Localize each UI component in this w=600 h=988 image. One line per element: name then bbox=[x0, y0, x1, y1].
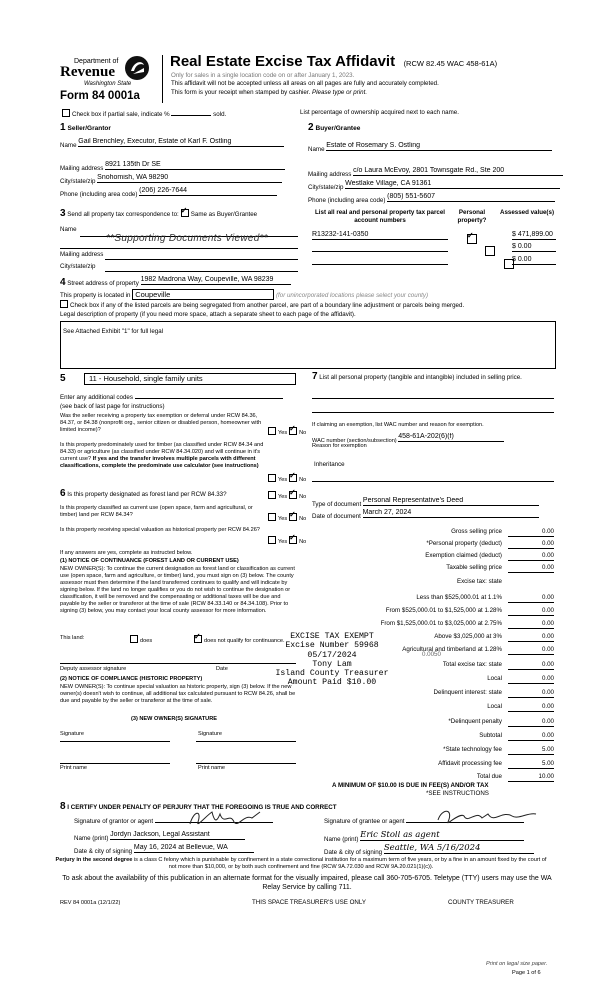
buyer-name-field[interactable]: Estate of Rosemary S. Ostling bbox=[326, 142, 552, 151]
reason-value[interactable]: Inheritance bbox=[314, 461, 345, 468]
grantee-sig-row: Signature of grantee or agent bbox=[324, 818, 524, 826]
section3-city-line bbox=[105, 271, 298, 272]
section5-q1-answer: Yes✓ No bbox=[266, 427, 306, 437]
land-use-select[interactable]: 11 - Household, single family units bbox=[84, 373, 296, 385]
seller-heading: 1 Seller/Grantor bbox=[60, 122, 111, 133]
additional-codes-label: Enter any additional codes bbox=[60, 394, 283, 402]
owner-sig-label-1: Signature bbox=[60, 731, 84, 737]
section8-heading: 8 I CERTIFY UNDER PENALTY OF PERJURY THAT THE FOREGOING IS TRUE AND CORRECT bbox=[60, 801, 337, 812]
calc-row bbox=[312, 773, 554, 782]
parcel-col3-header: Assessed value(s) bbox=[500, 209, 554, 216]
reason-label: Reason for exemption bbox=[312, 443, 367, 449]
calc-row-label: Delinquent interest: state bbox=[433, 689, 502, 696]
docdate-row: Date of document March 27, 2024 bbox=[312, 509, 539, 521]
calc-row bbox=[312, 689, 554, 698]
wac-field[interactable]: 458-61A-202(6)(f) bbox=[398, 433, 504, 442]
seller-mail-row: Mailing address 8921 135th Dr SE bbox=[60, 161, 285, 173]
calc-row-label: Total due bbox=[476, 773, 502, 780]
buyer-heading: 2 Buyer/Grantee bbox=[308, 122, 361, 133]
parcel-row-2[interactable] bbox=[312, 243, 448, 252]
calc-row-amount[interactable]: 0.00 bbox=[508, 528, 554, 537]
stamp-line-1: EXCISE TAX EXEMPT bbox=[290, 632, 374, 641]
q2-no-checkbox[interactable] bbox=[289, 474, 297, 482]
parcel-row-3-value[interactable]: $ 0.00 bbox=[512, 256, 556, 265]
stamp-line-3: 05/17/2024 bbox=[307, 650, 357, 660]
dept-brand: Revenue bbox=[60, 64, 115, 80]
calc-row bbox=[312, 540, 554, 549]
section3-heading: 3 Send all property tax correspondence to:✓ Same as Buyer/Grantee bbox=[60, 209, 257, 219]
calc-row-label: Exemption claimed (deduct) bbox=[425, 552, 502, 559]
calc-row-label: Gross selling price bbox=[451, 528, 502, 535]
does-not-checkbox[interactable] bbox=[194, 635, 202, 643]
grantee-signature bbox=[432, 806, 542, 828]
legal-desc-box[interactable] bbox=[60, 321, 556, 369]
calc-row-amount[interactable]: 0.00 bbox=[508, 703, 554, 712]
section7-line-2 bbox=[312, 412, 554, 413]
buyer-name-row: Name Estate of Rosemary S. Ostling bbox=[308, 142, 552, 154]
section3-mail-row: Mailing address bbox=[60, 251, 104, 258]
parcel-row-2-value[interactable]: $ 0.00 bbox=[512, 243, 556, 252]
does-checkbox[interactable] bbox=[130, 635, 138, 643]
this-land-row: This land: does ✓ does not qualify for continuance. bbox=[60, 635, 296, 642]
section6-q3: Is this property receiving special valuation as historical property per RCW 84.26? bbox=[60, 527, 260, 533]
calc-row-label: Total excise tax: state bbox=[442, 661, 502, 668]
calc-row bbox=[312, 552, 554, 561]
parcel-row-1-personal-checkbox[interactable] bbox=[467, 234, 477, 244]
calc-row-label: Less than $525,000.01 at 1.1% bbox=[416, 594, 502, 601]
section7-label: 7 List all personal property (tangible and intangible) included in selling price. bbox=[312, 371, 522, 382]
calc-row bbox=[312, 620, 554, 629]
doctype-row: Type of document Personal Representative's Deed bbox=[312, 497, 539, 509]
calc-row-amount[interactable]: 0.00 bbox=[508, 718, 554, 727]
calc-row-amount[interactable]: 0.00 bbox=[508, 689, 554, 698]
section7-line-1 bbox=[312, 398, 554, 399]
notice2-body: NEW OWNER(S): To continue special valuation as historic property, sign (3) below. If the new owner(s) doesn't wish to continue, all additional tax calculated pursuant to RCW 84.26, shall be due and payable by the seller or transferor at the time of sale. bbox=[60, 684, 296, 704]
grantor-date-row: Date & city of signing May 16, 2024 at Bellevue, WA bbox=[74, 844, 254, 856]
seller-city-row: City/state/zip Snohomish, WA 98290 bbox=[60, 174, 282, 186]
local-rate: 0.0050 bbox=[422, 651, 441, 658]
same-as-buyer-checkbox[interactable] bbox=[181, 209, 189, 217]
grantee-name-field[interactable]: Eric Stoll as agent bbox=[360, 831, 524, 841]
buyer-city-row: City/state/zip Westlake Village, CA 91361 bbox=[308, 180, 560, 192]
owner-print-label-2: Print name bbox=[198, 765, 226, 771]
calc-row bbox=[312, 760, 554, 769]
section4-address-row: 4 Street address of property 1982 Madrona Way, Coupeville, WA 98239 bbox=[60, 276, 291, 288]
q1-yes-checkbox[interactable] bbox=[268, 427, 276, 435]
calc-row-amount[interactable]: 0.00 bbox=[508, 594, 554, 603]
section6-q3-answer: Yes✓ No bbox=[266, 536, 306, 546]
grantor-name-row: Name (print) Jordyn Jackson, Legal Assistant bbox=[74, 831, 245, 843]
calc-row bbox=[312, 564, 554, 573]
section4-located-row: This property is located in Coupeville (for unincorporated locations please select your county) bbox=[60, 290, 429, 299]
section3-name-line2 bbox=[60, 248, 298, 249]
calc-row-amount[interactable]: 0.00 bbox=[508, 564, 554, 573]
seller-name-row: Name Gail Brenchley, Executor, Estate of Karl F. Ostling bbox=[60, 138, 284, 150]
section6-q2: Is this property classified as current use (open space, farm and agricultural, or timber) land per RCW 84.34? bbox=[60, 505, 253, 518]
parcel-col2-header: Personal property? bbox=[457, 209, 487, 224]
revenue-logo-icon bbox=[124, 55, 150, 81]
dept-state: Washington State bbox=[84, 81, 132, 87]
calc-row bbox=[312, 594, 554, 603]
partial-sale-checkbox[interactable] bbox=[62, 109, 70, 117]
subtitle-1: Only for sales in a single location code on or after January 1, 2023. bbox=[171, 72, 355, 79]
alternate-format-notice: To ask about the availability of this publication in an alternate format for the visually impaired, please call 360-705-6705. Teletype (TTY) users may use the WA Relay Service by calling 711. bbox=[62, 875, 552, 891]
owner-print-label-1: Print name bbox=[60, 765, 88, 771]
see-instructions: *SEE INSTRUCTIONS bbox=[426, 790, 489, 797]
segregated-checkbox[interactable] bbox=[60, 300, 68, 308]
calc-row bbox=[312, 528, 554, 537]
minimum-notice: A MINIMUM OF $10.00 IS DUE IN FEE(S) AND/OR TAX bbox=[332, 782, 489, 789]
forest-no-checkbox[interactable] bbox=[289, 491, 297, 499]
calc-row-label: *State technology fee bbox=[443, 746, 502, 753]
deputy-date-label: Date bbox=[216, 666, 228, 672]
ownership-note: List percentage of ownership acquired next to each name. bbox=[300, 109, 459, 116]
buyer-mail-field[interactable]: c/o Laura McEvoy, 2801 Townsgate Rd., Ste 200 bbox=[353, 167, 563, 176]
owner-print-line-1 bbox=[60, 763, 170, 764]
owner-sig-line-1 bbox=[60, 741, 170, 742]
calc-row-amount[interactable]: 0.00 bbox=[508, 552, 554, 561]
section3-city-row: City/state/zip bbox=[60, 263, 96, 270]
notice1-title: (1) NOTICE OF CONTINUANCE (FOREST LAND OR CURRENT USE) bbox=[60, 558, 239, 564]
seller-phone-row: Phone (including area code) (206) 226-7644 bbox=[60, 187, 277, 199]
dept-line1: Department of bbox=[74, 58, 119, 65]
treasurer-use-label: THIS SPACE TREASURER'S USE ONLY bbox=[252, 899, 366, 906]
seller-city-field[interactable]: Snohomish, WA 98290 bbox=[97, 174, 282, 183]
grantor-sig-row: Signature of grantor or agent bbox=[74, 818, 273, 826]
location-select[interactable]: Coupeville bbox=[132, 289, 274, 300]
calc-row-label: *Delinquent penalty bbox=[448, 718, 502, 725]
calc-row-label: Taxable selling price bbox=[446, 564, 502, 571]
calc-row-amount[interactable]: 5.00 bbox=[508, 760, 554, 769]
seller-mail-field[interactable]: 8921 135th Dr SE bbox=[105, 161, 285, 170]
legal-desc-label: Legal description of property (if you need more space, attach a separate sheet to each page of the affidavit). bbox=[60, 311, 356, 318]
notice1-body: NEW OWNER(S): To continue the current designation as forest land or classification as current use (open space, farm and agriculture, or timber) land, you must sign on (3) below. The county assessor must then determine if the land transferred continues to qualify and will indicate by signing below. If the land no longer qualifies or you do not wish to continue the designation or classification, it will be removed and the compensating or additional taxes will be due and payable by the seller or transferor at the time of sale (RCW 84.33.140 or 84.34.108). Prior to signing (3) below, you may contact your local county assessor for more information. bbox=[60, 566, 295, 614]
buyer-phone-field[interactable]: (805) 551-5607 bbox=[387, 193, 555, 202]
subtitle-3: This form is your receipt when stamped by cashier. Please type or print. bbox=[171, 89, 368, 96]
currentuse-yes-checkbox[interactable] bbox=[268, 513, 276, 521]
calc-row-amount[interactable]: 0.00 bbox=[508, 540, 554, 549]
stamp-line-6: Amount Paid $10.00 bbox=[287, 678, 377, 688]
forest-yes-checkbox[interactable] bbox=[268, 491, 276, 499]
section5-q2: Is this property predominately used for timber (as classified under RCW 84.34 and 84.33) or agriculture (as classified under RCW 84.34.020) and will continue in it's current use? If yes and the transfer involves multiple parcels with different classifications, complete the predominate use calculator (see instructions) bbox=[60, 442, 264, 469]
calc-row-label: Above $3,025,000 at 3% bbox=[434, 633, 502, 640]
calc-row-amount[interactable]: 0.00 bbox=[508, 620, 554, 629]
section5-q1: Was the seller receiving a property tax exemption or deferral under RCW 84.36, 84.37, or 84.38 (nonprofit org., senior citizen or disabled person, homeowner with limited income)? bbox=[60, 413, 262, 433]
deputy-sig-line bbox=[60, 663, 296, 664]
stamp-line-4: Tony Lam bbox=[312, 659, 352, 669]
parcel-col1-header: List all real and personal property tax parcel account numbers bbox=[315, 209, 445, 224]
owner-sig-label-2: Signature bbox=[198, 731, 222, 737]
section3-name-row: Name bbox=[60, 226, 77, 233]
supporting-docs-stamp: **Supporting Documents Viewed** bbox=[106, 233, 268, 244]
grantor-name-field[interactable]: Jordyn Jackson, Legal Assistant bbox=[110, 831, 245, 840]
header-divider bbox=[162, 55, 163, 103]
calc-row-label: Local bbox=[487, 703, 502, 710]
currentuse-no-checkbox[interactable] bbox=[289, 513, 297, 521]
section6-q2-answer: Yes✓ No bbox=[266, 513, 306, 523]
perjury-notice: Perjury in the second degree is a class C felony which is punishable by confinement in a state correctional institution for a maximum term of five years, or by a fine in an amount fixed by the court of not more than $10,000, or by both such confinement and fine (RCW 9A.72.030 and RCW 9A.20.021(1)(c)). bbox=[55, 857, 547, 870]
calc-row-label: From $1,525,000.01 to $3,025,000 at 2.75% bbox=[380, 620, 502, 627]
segregated-row: Check box if any of the listed parcels are being segregated from another parcel, are part of a boundary line adjustment or parcels being merged. bbox=[60, 300, 464, 310]
buyer-mail-row: Mailing address c/o Laura McEvoy, 2801 Townsgate Rd., Ste 200 bbox=[308, 167, 563, 179]
claim-label: If claiming an exemption, list WAC number and reason for exemption. bbox=[312, 422, 484, 428]
calc-row bbox=[312, 578, 554, 586]
section6-if-any: If any answers are yes, complete as instructed below. bbox=[60, 550, 193, 556]
calc-row bbox=[312, 732, 554, 741]
parcel-row-2-personal-checkbox[interactable] bbox=[485, 246, 495, 256]
calc-row-label: Agricultural and timberland at 1.28% bbox=[402, 646, 502, 653]
calc-row-label: *Personal property (deduct) bbox=[426, 540, 502, 547]
section3-mail-line bbox=[105, 259, 298, 260]
grantee-date-field[interactable]: Seattle, WA 5/16/2024 bbox=[384, 844, 534, 854]
parcel-row-3[interactable] bbox=[312, 256, 448, 265]
county-treasurer-label: COUNTY TREASURER bbox=[448, 899, 514, 906]
calc-row bbox=[312, 718, 554, 727]
calc-row-amount[interactable]: 0.00 bbox=[508, 661, 554, 670]
section5-q2-answer: Yes✓ No bbox=[266, 474, 306, 484]
seller-phone-field[interactable]: (206) 226-7644 bbox=[139, 187, 277, 196]
section6-q1: 6 Is this property designated as forest land per RCW 84.33? bbox=[60, 488, 227, 499]
calc-row bbox=[312, 703, 554, 712]
subtitle-2: This affidavit will not be accepted unless all areas on all pages are fully and accurately completed. bbox=[171, 80, 439, 87]
parcel-row-1[interactable]: R13232-141-0350 bbox=[312, 231, 448, 240]
calc-row-label: From $525,000.01 to $1,525,000 at 1.28% bbox=[385, 607, 502, 614]
q1-no-checkbox[interactable] bbox=[289, 427, 297, 435]
calc-row-amount[interactable]: 0.00 bbox=[508, 633, 554, 642]
form-number: Form 84 0001a bbox=[60, 90, 140, 102]
calc-row-amount[interactable]: 5.00 bbox=[508, 746, 554, 755]
revision: REV 84 0001a (12/1/22) bbox=[60, 900, 121, 906]
grantor-date-field[interactable]: May 16, 2024 at Bellevue, WA bbox=[134, 844, 254, 853]
treasurer-stamp bbox=[272, 632, 392, 688]
seller-name-field[interactable]: Gail Brenchley, Executor, Estate of Karl F. Ostling bbox=[78, 138, 284, 147]
calc-row-label: Affidavit processing fee bbox=[438, 760, 502, 767]
calc-row-amount[interactable]: 0.00 bbox=[508, 607, 554, 616]
grantee-date-row: Date & city of signing Seattle, WA 5/16/2024 bbox=[324, 844, 534, 857]
calc-row bbox=[312, 746, 554, 755]
docdate-field[interactable]: March 27, 2024 bbox=[363, 509, 539, 518]
owner-sig-line-2 bbox=[196, 741, 296, 742]
section6-q1-answer: Yes✓ No bbox=[266, 491, 306, 501]
reason-line bbox=[312, 481, 554, 482]
historic-no-checkbox[interactable] bbox=[289, 536, 297, 544]
calc-row-label: Excise tax: state bbox=[456, 578, 502, 585]
q2-yes-checkbox[interactable] bbox=[268, 474, 276, 482]
stamp-line-2: Excise Number 59968 bbox=[285, 641, 379, 651]
page-number: Page 1 of 6 bbox=[512, 970, 541, 976]
calc-row-amount[interactable]: 0.00 bbox=[508, 675, 554, 684]
buyer-city-field[interactable]: Westlake Village, CA 91361 bbox=[345, 180, 560, 189]
calc-row bbox=[312, 607, 554, 616]
buyer-phone-row: Phone (including area code) (805) 551-5607 bbox=[308, 193, 555, 205]
historic-yes-checkbox[interactable] bbox=[268, 536, 276, 544]
property-address-field[interactable]: 1982 Madrona Way, Coupeville, WA 98239 bbox=[141, 276, 291, 285]
parcel-row-1-value[interactable]: $ 471,899.00 bbox=[512, 231, 556, 240]
calc-row-amount[interactable]: 0.00 bbox=[508, 646, 554, 655]
additional-codes-instr: (see back of last page for instructions) bbox=[60, 403, 165, 410]
section5-num: 5 bbox=[60, 373, 66, 384]
calc-row-amount[interactable]: 0.00 bbox=[508, 732, 554, 741]
partial-sale-row: Check box if partial sale, indicate % sold. bbox=[60, 109, 226, 119]
doctype-field[interactable]: Personal Representative's Deed bbox=[363, 497, 539, 506]
notice3-title: (3) NEW OWNER(S) SIGNATURE bbox=[131, 716, 217, 722]
wac-row: WAC number (section/subsection) 458-61A-202(6)(f) bbox=[312, 433, 504, 445]
stamp-line-5: Island County Treasurer bbox=[275, 669, 389, 679]
calc-row-label: Local bbox=[487, 675, 502, 682]
owner-print-line-2 bbox=[196, 763, 296, 764]
calc-row-label: Subtotal bbox=[479, 732, 502, 739]
page-title: Real Estate Excise Tax Affidavit (RCW 82.45 WAC 458-61A) bbox=[170, 53, 498, 70]
grantor-signature bbox=[186, 808, 266, 830]
notice2-title: (2) NOTICE OF COMPLIANCE (HISTORIC PROPERTY) bbox=[60, 676, 203, 682]
legal-desc-text: See Attached Exhibit "1" for full legal bbox=[63, 328, 164, 335]
deputy-sig-label: Deputy assessor signature bbox=[60, 666, 127, 672]
grantee-name-row: Name (print) Eric Stoll as agent bbox=[324, 831, 524, 844]
calc-row-amount[interactable]: 10.00 bbox=[508, 773, 554, 782]
legal-paper-note: Print on legal size paper. bbox=[486, 961, 548, 967]
